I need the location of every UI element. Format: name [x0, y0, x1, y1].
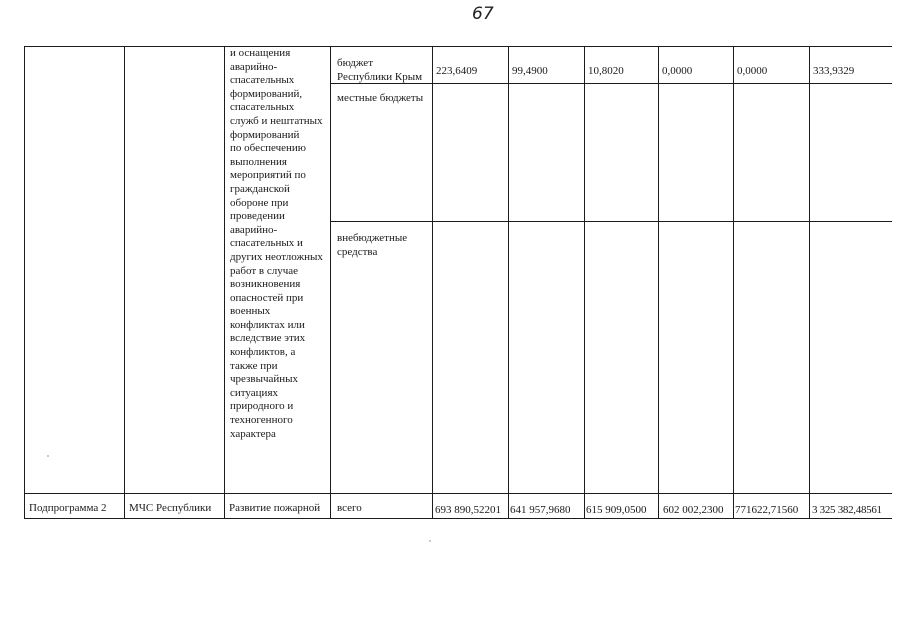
scan-speck	[47, 455, 49, 457]
value-cell: 615 909,0500	[586, 504, 647, 516]
column-divider	[124, 46, 125, 519]
column-divider	[809, 46, 810, 519]
column-divider	[224, 46, 225, 519]
table-top-border	[24, 46, 892, 47]
value-cell: 0,0000	[737, 65, 768, 77]
value-cell: 10,8020	[588, 65, 624, 77]
column-divider	[658, 46, 659, 519]
value-cell: 223,6409	[436, 65, 478, 77]
table-bottom-border	[24, 518, 892, 519]
subprogram-status: Подпрограмма 2	[29, 502, 107, 514]
page-number: 67	[472, 4, 494, 24]
column-divider	[733, 46, 734, 519]
source-row-divider	[330, 221, 892, 222]
source-label-extrabudgetary: внебюджетные средства	[337, 232, 408, 258]
source-label-republic-budget: бюджет Республики Крым	[337, 57, 423, 83]
value-cell: 3 325 382,48561	[812, 504, 882, 516]
value-cell: 602 002,2300	[663, 504, 724, 516]
value-cell: 641 957,9680	[510, 504, 571, 516]
subprogram-source: всего	[337, 502, 362, 514]
column-divider	[508, 46, 509, 519]
value-cell: 99,4900	[512, 65, 548, 77]
activity-description: и оснащения аварийно- спасательных формирований, спасательных служб и нештатных формирований по обеспечению выполнения мероприятий по гражданской обороне при проведении аварийно- спасательных и других неотложных работ в случае возникновения опасностей при военных конфликтах или вследствие этих конфликтов, а также при чрезвычайных ситуациях природного и техногенного характера	[230, 47, 323, 440]
column-divider	[584, 46, 585, 519]
row-divider	[24, 493, 892, 494]
column-divider	[432, 46, 433, 519]
value-cell: 0,0000	[662, 65, 693, 77]
source-label-local-budgets: местные бюджеты	[337, 92, 424, 104]
scan-speck	[429, 540, 431, 542]
value-cell: 771622,71560	[735, 504, 799, 516]
column-divider	[24, 46, 25, 519]
value-cell: 333,9329	[813, 65, 855, 77]
subprogram-executor: МЧС Республики	[129, 502, 212, 514]
value-cell: 693 890,52201	[435, 504, 501, 516]
subprogram-name: Развитие пожарной	[229, 502, 321, 514]
